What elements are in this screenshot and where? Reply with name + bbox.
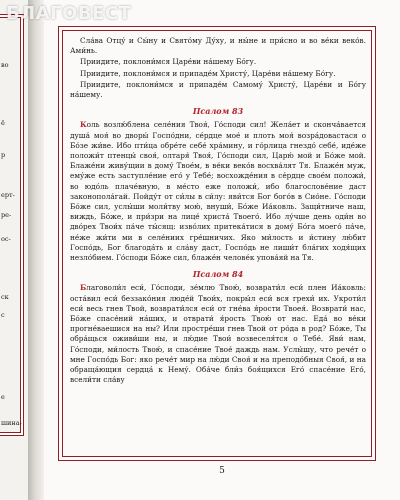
intro-doxology: Сла́ва Отцу́ и Сы́ну и Свято́му Ду́ху, и ны́не и при́сно и во ве́ки веко́в. Ами́нь. [70,36,366,56]
left-page-edge [0,0,28,500]
left-page-fragment: ск [1,293,9,301]
left-page-fragment: е [1,393,5,401]
book-gutter [28,0,44,500]
left-page-fragment: ерт- [1,191,15,199]
watermark: БЛАГОВЕСТ [6,3,132,24]
left-page-fragment: ё [1,119,5,127]
psalm-84-body: лаговоли́л еси́, Го́споди, зе́млю Твою́, возврати́л еси́ плен Иа́ковль: оста́вил еси́ беззако́ния люде́й Твои́х, покры́л еси́ вся грехи́ их. Укроти́л еси́ весь гнев Твой, возврати́лся еси́ от гне́ва я́рости Твоея́. Возврати́ нас, Бо́же спасе́ний на́ших, и отврати́ я́рость Твою́ от нас. Еда́ во ве́ки прогне́ваешися на ны? Или простре́ши гнев Твой от ро́да в род? Бо́же, Ты обра́щься оживи́ши ны, и лю́дие Твои́ возвеселя́тся о Тебе́. Яви́ нам, Го́споди, ми́лость Твою́, и спасе́ние Твое́ даждь нам. Услы́шу, что рече́т о мне Госпо́дь Бог: яко рече́т мир на лю́ди Своя́ и на преподо́бныя Своя́, и на обраща́ющия сердца́ к Нему́. Оба́че бли́з боя́щихся Его́ спасе́ние Его́, всели́ти сла́ву [70,283,366,385]
page-content [70,36,366,390]
psalm-83-title: Псалом 83 [192,106,244,117]
intro-line-3: Приидите, поклони́мся и припаде́м Самому́ Христу́, Царе́ви и Бо́гу на́шему. [70,79,366,100]
intro-line-2: Приидите, поклони́мся и припаде́м Христу́, Царе́ви на́шему Бо́гу. [80,68,336,78]
psalm-84-title: Псалом 84 [192,269,244,280]
left-page-fragment: ос- [1,235,11,243]
left-page-fragment: ре- [1,211,12,219]
psalm-84-text [70,283,366,385]
left-page-fragment: с [1,311,5,319]
psalm-83-text [70,120,366,263]
left-page-fragment: р [1,151,6,159]
psalm-83-body: оль возлю́блена селе́ния Твоя́, Го́споди сил! Жела́ет и сконча́вается душа́ моя́ во дворы́ Госпо́дни, се́рдце мое́ и плоть моя́ возра́довастася о Бо́зе жи́ве. Ибо пти́ца обре́те себе́ хра́мину, и го́рлица гнездо́ себе́, иде́же положи́т птенцы́ своя́, олтаря́ Твоя́, Го́споди сил, Царю́ мой и Бо́же мой. Блаже́ни живу́щии в дому́ Твое́м, в ве́ки веко́в восхва́лят Тя. Блаже́н муж, ему́же есть заступле́ние его́ у Тебе́; восхожде́ния в се́рдце свое́м положи́, во юдо́ль плаче́вную, в ме́сто еже положи́, ибо благослове́ние даст законопола́гай. Пойду́т от си́лы в си́лу: яви́тся Бог бого́в в Сио́не. Го́споди Бо́же сил, услы́ши моли́тву мою́, внуши́, Бо́же Иа́ковль. Защи́тниче наш, виждь, Бо́же, и при́зри на лице́ христа́ Твоего́. Ибо лу́чше день оди́н во дво́рех Твои́х па́че ты́сящ: изво́лих притека́тися в дому́ Бо́га моего́ па́че, не́же жи́ти ми в селе́ниих гре́шничих. Яко ми́лость и и́стину лю́бит Госпо́дь, Бог благода́ть и сла́ву даст, Госпо́дь не лиши́т бла́гих ходя́щих незло́бием. Го́споди Бо́же сил, блаже́н челове́к упова́яй на Тя. [70,120,366,263]
left-page-fragment: во [1,61,9,69]
left-page-frame [0,14,24,436]
page-number: 5 [219,466,225,476]
left-page-fragment: шина- [1,419,22,427]
psalm-84-initial: Б [80,283,87,293]
psalm-83-initial: К [80,120,87,130]
right-page [44,0,400,500]
intro-line-1: Приидите, поклони́мся Царе́ви на́шему Бо́гу. [80,57,257,67]
